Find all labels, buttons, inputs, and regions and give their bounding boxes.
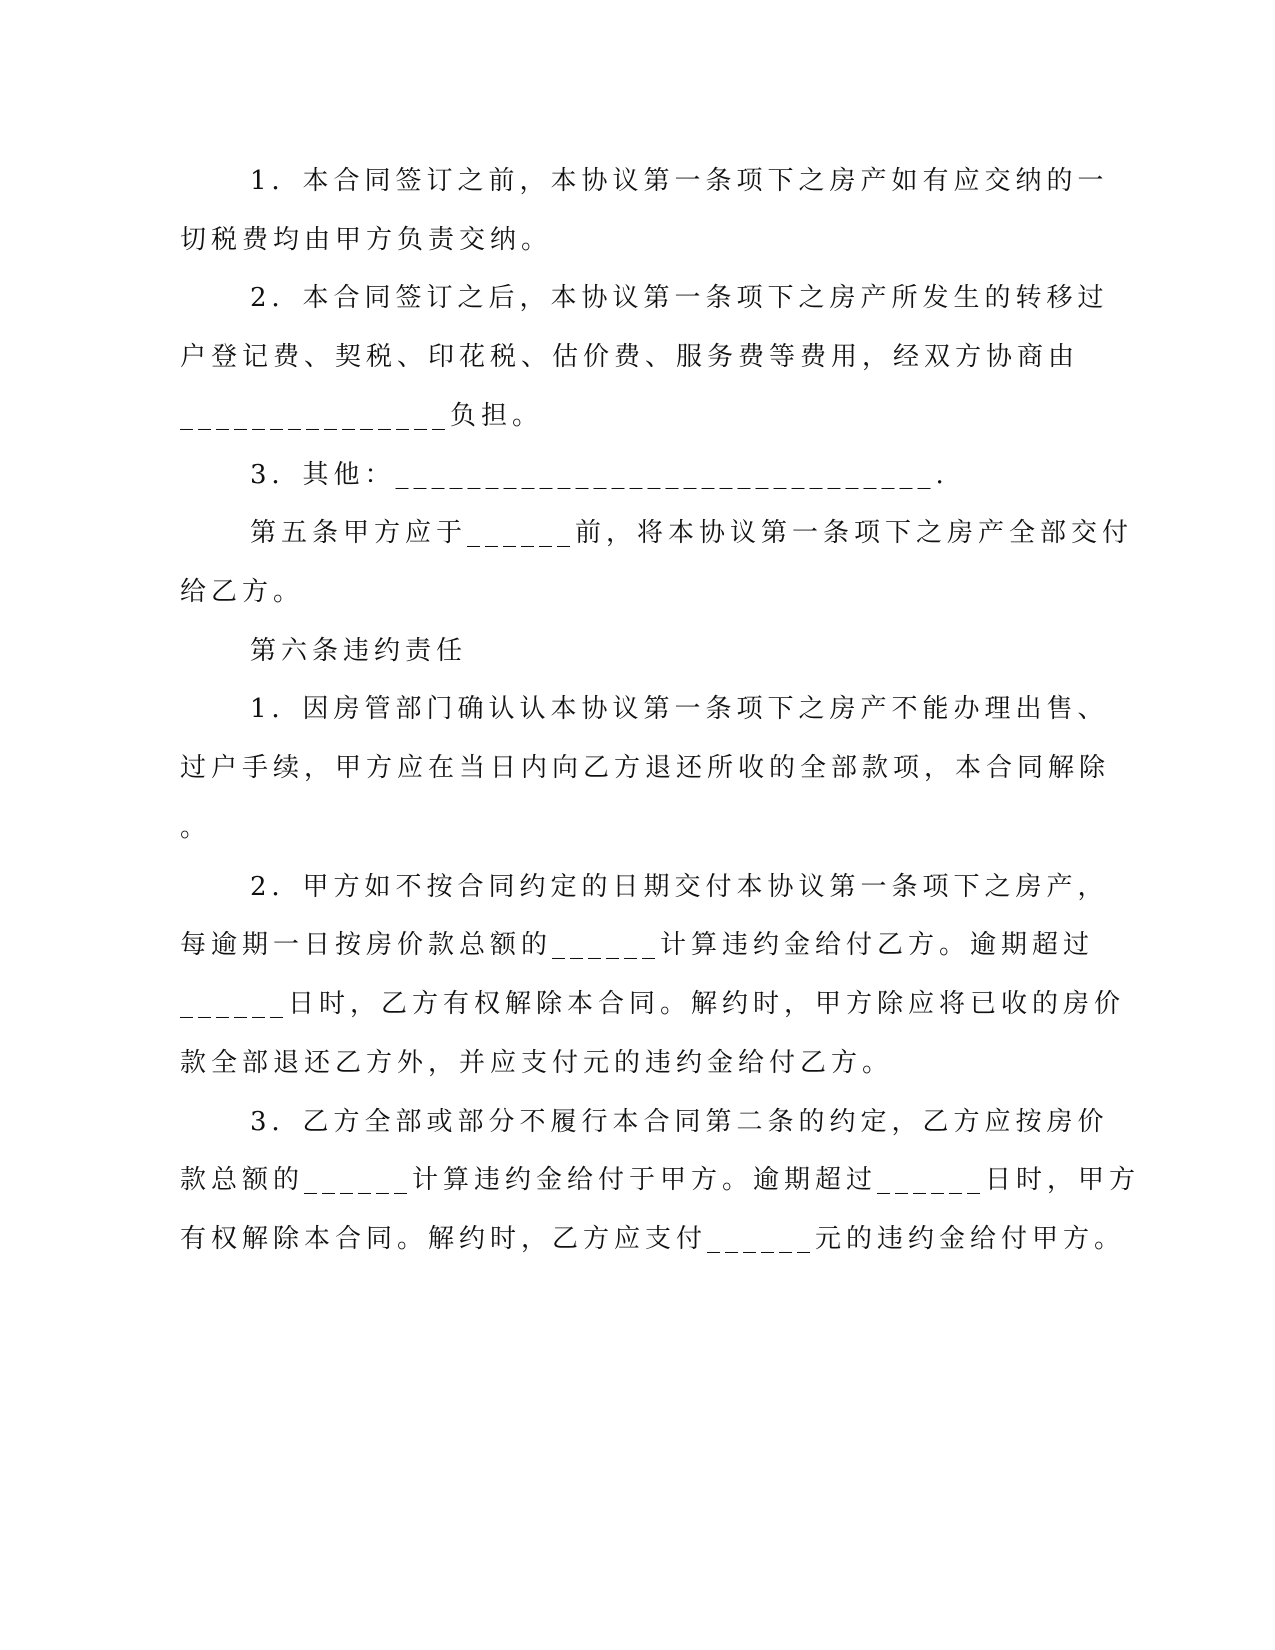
text-line: _______________负担。 (180, 401, 544, 431)
text-line: 2．本合同签订之后，本协议第一条项下之房产所发生的转移过 (250, 283, 1109, 313)
text-line: 有权解除本合同。解约时，乙方应支付______元的违约金给付甲方。 (180, 1224, 1126, 1254)
text-line: 1．本合同签订之前，本协议第一条项下之房产如有应交纳的一 (250, 166, 1109, 196)
text-line: ______日时，乙方有权解除本合同。解约时，甲方除应将已收的房价 (180, 989, 1126, 1019)
text-line: 每逾期一日按房价款总额的______计算违约金给付乙方。逾期超过 (180, 930, 1095, 960)
text-line: 户登记费、契税、印花税、估价费、服务费等费用，经双方协商由 (180, 342, 1080, 372)
text-line: 给乙方。 (180, 577, 305, 607)
text-line: 。 (180, 813, 212, 843)
text-line: 过户手续，甲方应在当日内向乙方退还所收的全部款项，本合同解除 (180, 753, 1111, 783)
text-line: 1．因房管部门确认认本协议第一条项下之房产不能办理出售、 (250, 694, 1109, 724)
text-line: 款总额的______计算违约金给付于甲方。逾期超过______日时，甲方 (180, 1165, 1141, 1195)
text-line: 切税费均由甲方负责交纳。 (180, 225, 553, 255)
text-line: 3．其他：______________________________. (250, 460, 949, 490)
text-line: 款全部退还乙方外，并应支付元的违约金给付乙方。 (180, 1048, 894, 1078)
text-line: 2．甲方如不按合同约定的日期交付本协议第一条项下之房产， (250, 872, 1109, 902)
text-line: 3．乙方全部或部分不履行本合同第二条的约定，乙方应按房价 (250, 1107, 1109, 1137)
text-line: 第五条甲方应于______前，将本协议第一条项下之房产全部交付 (250, 518, 1134, 548)
section-heading: 第六条违约责任 (250, 636, 468, 666)
